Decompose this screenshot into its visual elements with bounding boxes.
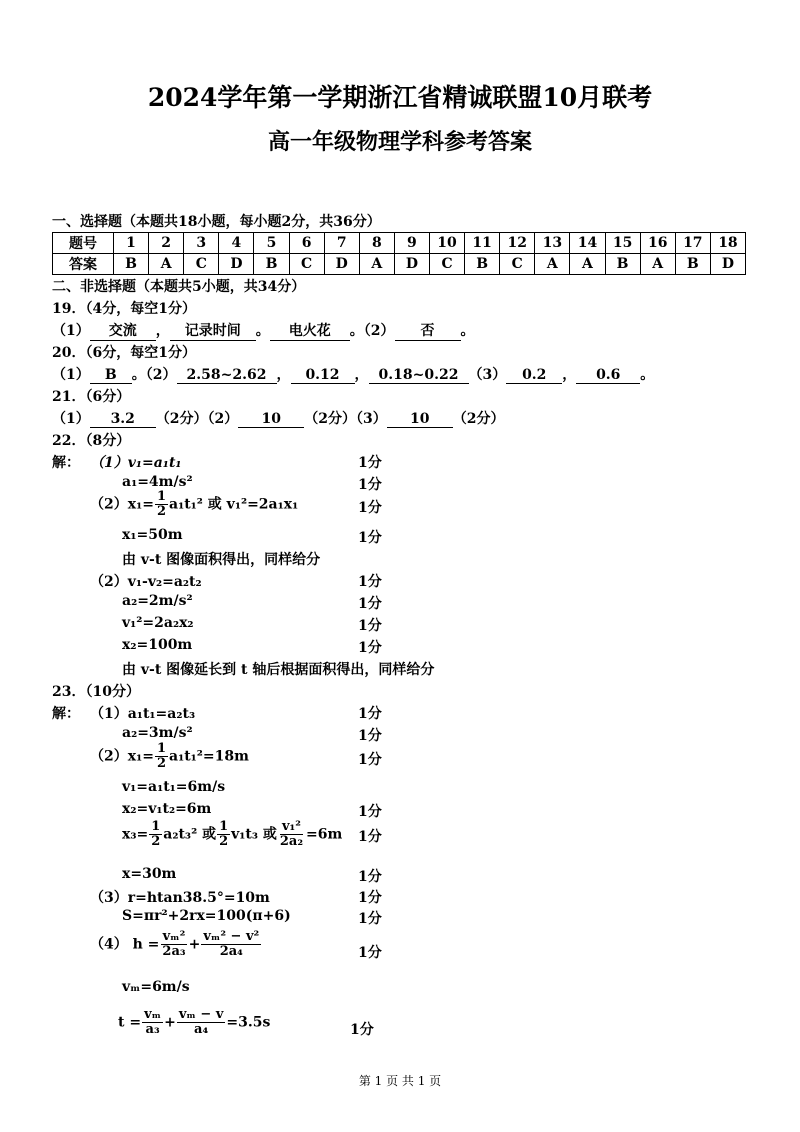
q23-line5: x₂=v₁t₂=6m [122,801,212,817]
q23-solution-label: 解： [52,706,80,722]
fraction [149,820,162,849]
q21-blank1: 3.2 [90,411,156,428]
q22-point2: 1分 [358,477,382,493]
q20-blank1: B [90,367,132,384]
half-fraction [155,490,168,519]
q23-line12-post: =3.5s [226,1014,271,1031]
answer-table [52,232,746,275]
q-num: 10 [429,233,464,254]
answer-cell: B [114,254,149,275]
q19-sep4: 。 [460,323,475,339]
q20-sep1: 。（2） [131,367,177,383]
answer-cell: A [640,254,675,275]
q22-point8: 1分 [358,640,382,656]
q23-point8: 1分 [358,911,382,927]
q23-point5: 1分 [358,829,382,845]
q19-heading: 19．（4分，每空1分） [52,301,196,317]
q23-point1: 1分 [358,706,382,722]
answer-cell: C [184,254,219,275]
answer-cell: D [324,254,359,275]
answer-cell: A [149,254,184,275]
q21-blank3: 10 [387,411,453,428]
fraction [201,930,261,959]
q23-line6-d: =6m [306,826,343,843]
fraction-numerator: v₁² [281,819,301,834]
section2-heading: 二、非选择题（本题共5小题，共34分） [52,279,306,295]
q-num: 15 [605,233,640,254]
fraction-numerator: vₘ − v [178,1007,224,1022]
q23-line3-pre: （2）x₁= [90,748,154,765]
q20-blank3: 0.12 [291,367,355,384]
row-label-q: 题号 [53,233,114,254]
answer-cell: A [359,254,394,275]
q22-point6: 1分 [358,596,382,612]
q23-line7: x=30m [122,866,177,882]
q20-blank6: 0.6 [576,367,640,384]
q-num: 6 [289,233,324,254]
answer-cell: B [675,254,710,275]
fraction-numerator: 1 [151,819,161,834]
q22-solution-label: 解： [52,455,80,471]
q23-line12 [118,1008,270,1037]
q23-line6 [122,820,342,849]
q22-line10: 由 v-t 图像延长到 t 轴后根据面积得出，同样给分 [122,662,435,678]
q22-line6: （2）v₁-v₂=a₂t₂ [90,574,202,590]
q-num: 7 [324,233,359,254]
q22-point5: 1分 [358,574,382,590]
q23-line3 [90,742,249,771]
q21-part1: （1） [52,411,90,427]
q20-blank5: 0.2 [506,367,562,384]
q-num: 16 [640,233,675,254]
answer-cell: D [710,254,745,275]
answer-cell: B [605,254,640,275]
q19-blank2: 记录时间 [170,320,256,341]
q23-line10 [90,930,262,959]
q21-sep1: （2分）（2） [155,411,239,427]
fraction [142,1008,163,1037]
section1-heading: 一、选择题（本题共18小题，每小题2分，共36分） [52,214,381,230]
q20-blank2: 2.58~2.62 [177,367,277,384]
q-num: 8 [359,233,394,254]
q23-line3-post: a₁t₁²=18m [169,748,249,765]
fraction-numerator: 1 [156,489,166,504]
q21-heading: 21．（6分） [52,389,131,405]
q23-point4: 1分 [358,804,382,820]
doc-subtitle: 高一年级物理学科参考答案 [267,129,532,155]
answer-cell: A [570,254,605,275]
q19-blank1: 交流 [90,320,156,341]
q-num: 12 [500,233,535,254]
fraction [278,820,305,849]
q22-point4: 1分 [358,530,382,546]
answer-cell: C [289,254,324,275]
q22-line1: （1）v₁=a₁t₁ [90,455,182,471]
fraction [217,820,230,849]
answer-cell: C [429,254,464,275]
fraction-denominator: 2a₃ [162,944,186,959]
q22-line2: a₁=4m/s² [122,474,193,490]
q23-line1: （1）a₁t₁=a₂t₃ [90,706,196,722]
fraction-numerator: vₘ² − v² [203,929,260,944]
answer-cell: B [254,254,289,275]
fraction [160,930,187,959]
q20-heading: 20．（6分，每空1分） [52,345,196,361]
q22-point1: 1分 [358,455,382,471]
q22-line8: v₁²=2a₂x₂ [122,615,194,631]
q-num: 14 [570,233,605,254]
q-num: 17 [675,233,710,254]
q20-sep4: （3） [468,367,507,383]
q20-blank4: 0.18~0.22 [369,367,469,384]
plus-sign: + [164,1014,176,1031]
fraction-denominator: 2a₄ [219,944,243,959]
q22-line7: a₂=2m/s² [122,593,193,609]
q22-heading: 22．（8分） [52,433,131,449]
fraction-denominator: 2 [151,834,161,849]
q23-line6-a: x₃= [122,826,149,843]
fraction-numerator: 1 [156,741,166,756]
fraction-numerator: vₘ² [162,929,186,944]
fraction-numerator: 1 [219,819,229,834]
fraction-denominator: 2a₂ [279,834,304,849]
q21-answers [52,408,504,428]
q23-heading: 23．（10分） [52,684,140,700]
answer-cell: C [500,254,535,275]
q-num: 2 [149,233,184,254]
q19-sep2: 。 [255,323,270,339]
q19-sep3: 。（2） [349,323,395,339]
q23-line11: vₘ=6m/s [122,979,190,995]
half-fraction [155,742,168,771]
q-num: 11 [465,233,500,254]
q-num: 4 [219,233,254,254]
fraction-denominator: a₃ [145,1022,160,1037]
q19-blank3: 电火花 [270,320,350,341]
q23-line8: （3）r=htan38.5°=10m [90,890,270,906]
q23-line10-pre: （4） h = [90,936,160,953]
q20-sep2: ， [276,367,291,383]
q23-line2: a₂=3m/s² [122,725,193,741]
q20-sep5: ， [562,367,577,383]
q-num: 18 [710,233,745,254]
q22-line3-post: a₁t₁² 或 v₁²=2a₁x₁ [169,496,299,513]
answer-row [53,254,746,275]
q-num: 1 [114,233,149,254]
q23-line6-c: v₁t₃ 或 [231,826,277,843]
q22-line4: x₁=50m [122,527,183,543]
q23-point3: 1分 [358,752,382,768]
fraction-numerator: vₘ [144,1007,162,1022]
q19-answers [52,320,475,341]
q23-line6-b: a₂t₃² 或 [163,826,217,843]
q20-answers [52,364,654,384]
q23-point7: 1分 [358,890,382,906]
q23-point6: 1分 [358,869,382,885]
q22-point3: 1分 [358,500,382,516]
q23-point9: 1分 [358,945,382,961]
q20-part1: （1） [52,367,90,383]
q22-line9: x₂=100m [122,637,193,653]
q23-point10: 1分 [350,1022,374,1038]
q-num: 5 [254,233,289,254]
fraction-denominator: 2 [156,504,166,519]
q22-point7: 1分 [358,618,382,634]
row-label-a: 答案 [53,254,114,275]
q22-line3-pre: （2）x₁= [90,496,154,513]
q20-sep3: ， [354,367,369,383]
q-num: 13 [535,233,570,254]
answer-cell: D [394,254,429,275]
q-num: 3 [184,233,219,254]
answer-cell: A [535,254,570,275]
q23-line12-pre: t = [118,1014,142,1031]
answer-cell: B [465,254,500,275]
fraction-denominator: 2 [156,756,166,771]
q21-blank2: 10 [238,411,304,428]
q23-point2: 1分 [358,728,382,744]
fraction-denominator: 2 [219,834,229,849]
q21-sep2: （2分）（3） [304,411,387,427]
page-footer: 第 1 页 共 1 页 [358,1074,442,1088]
q22-line5: 由 v-t 图像面积得出，同样给分 [122,552,321,568]
q21-sep3: （2分） [452,411,505,427]
plus-sign: + [188,936,201,953]
q19-part1: （1） [52,323,90,339]
q-num: 9 [394,233,429,254]
q23-line4: v₁=a₁t₁=6m/s [122,779,226,795]
q19-sep1: ， [155,323,170,339]
q19-blank4: 否 [395,320,461,341]
doc-title: 2024学年第一学期浙江省精诚联盟10月联考 [147,83,653,112]
q22-line3 [90,490,298,519]
answer-cell: D [219,254,254,275]
q23-line9: S=πr²+2rx=100(π+6) [122,908,291,924]
question-number-row [53,233,746,254]
fraction-denominator: a₄ [194,1022,209,1037]
fraction [177,1008,226,1037]
q20-sep6: 。 [640,367,655,383]
